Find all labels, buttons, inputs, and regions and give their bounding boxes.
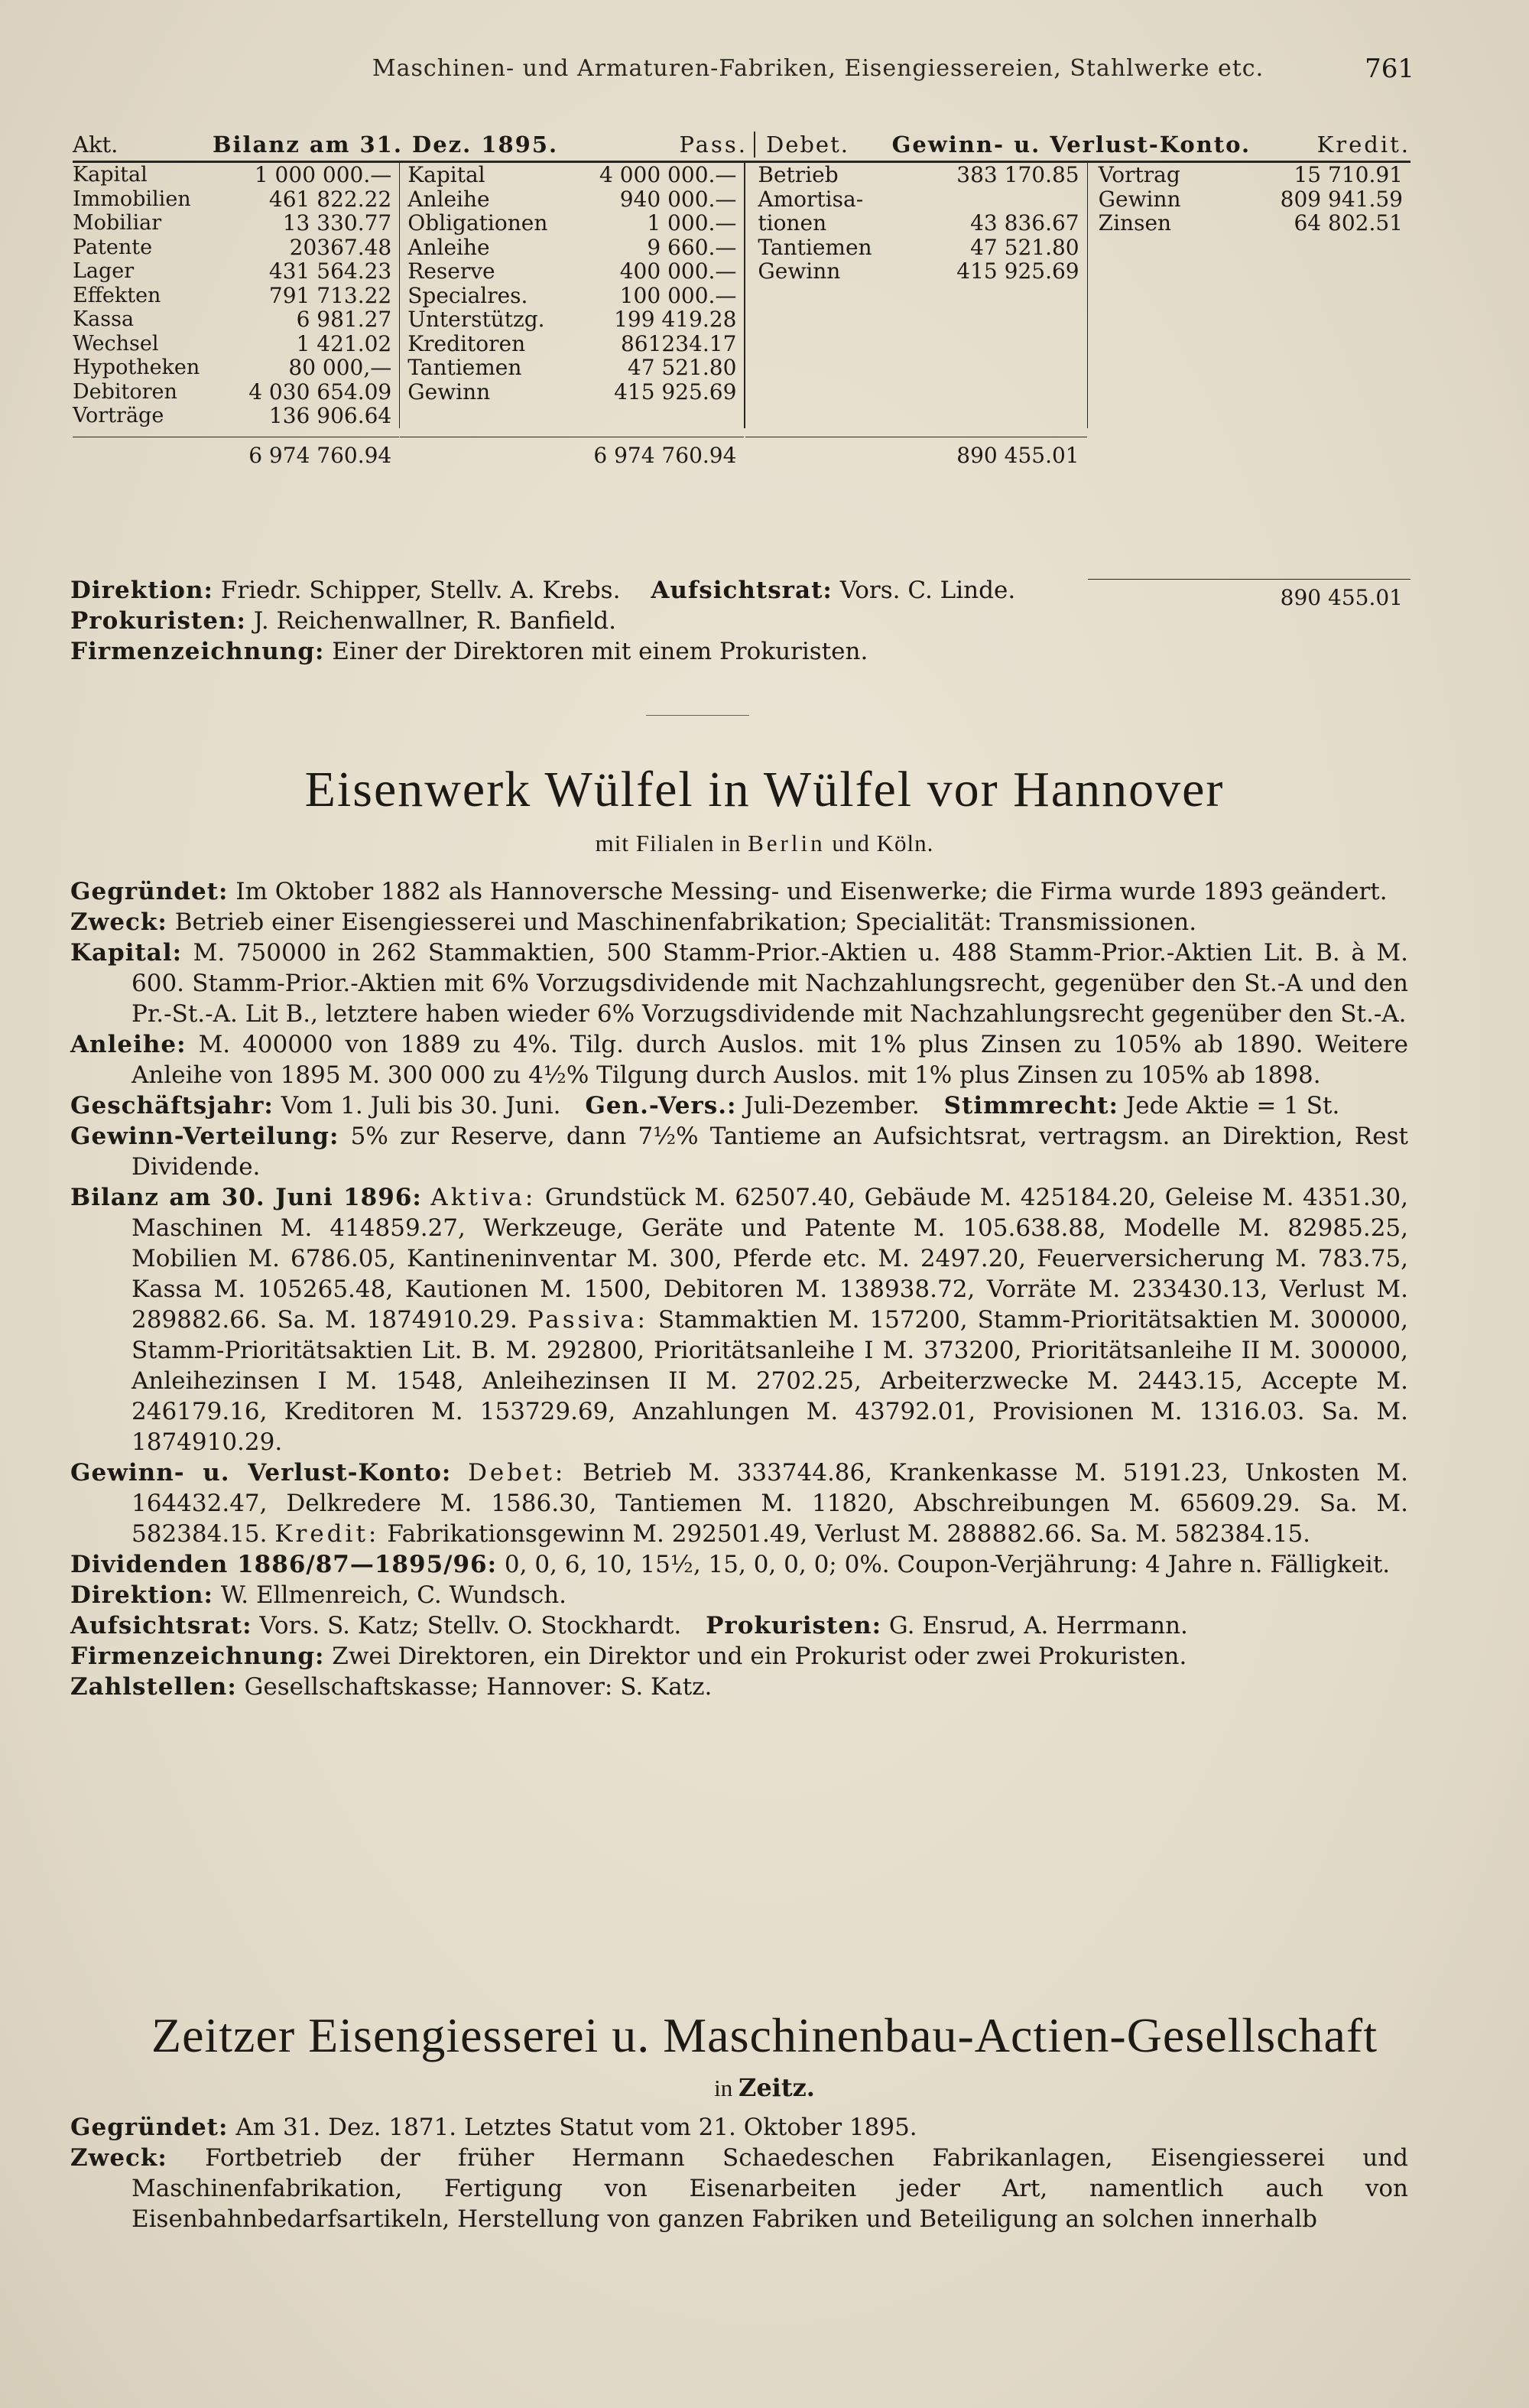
kredit-marker: Kredit.: [1316, 132, 1411, 158]
row-label: Mobiliar: [73, 211, 162, 235]
row-value: 43 836.67: [970, 210, 1079, 236]
row-value: [1079, 187, 1087, 212]
table-row: [73, 307, 399, 332]
subtitle-and: und: [832, 830, 870, 856]
row-label: Tantiemen: [758, 234, 872, 260]
debet-total: 890 455.01: [745, 437, 1086, 468]
bilanz-passiva-word: Passiva:: [527, 1306, 648, 1334]
row-value: 4 000 000.—: [599, 162, 737, 187]
subtitle-city-berlin: Berlin: [748, 830, 826, 856]
balance-title: Bilanz am 31. Dez. 1895.: [212, 132, 559, 158]
passiva-marker: Pass.: [629, 132, 755, 158]
guv-debet-word: Debet:: [468, 1459, 566, 1487]
row-label: Kapital: [73, 163, 148, 187]
row-value: 15 710.91: [1294, 162, 1403, 187]
first-company-footer: [70, 575, 1408, 667]
row-value: 415 925.69: [956, 258, 1079, 284]
company2-details: [70, 2112, 1408, 2234]
prokuristen-label: Prokuristen:: [70, 607, 246, 635]
bilanz-aktiva-text: Grundstück M. 62507.40, Gebäude M. 425184.20, Geleise M. 4351.30, Maschinen M. 414859.27, Werkzeuge, Geräte und Patente M. 105.638.88, Modelle M. 82985.25, Mobilien M. 6786.05, Kantineninventar M. 300, Pferde etc. M. 2497.20, Feuerversicherung M. 783.75, Kassa M. 105265.48, Kautionen M. 1500, Debitoren M. 138938.72, Vorräte M. 233430.13, Verlust M. 289882.66. Sa. M. 1874910.29.: [131, 1184, 1408, 1334]
row-value: 80 000,—: [288, 355, 392, 380]
row-label: Reserve: [407, 258, 495, 284]
section-divider: [646, 715, 749, 716]
row-label: Specialres.: [407, 282, 528, 308]
entry-text: M. 750000 in 262 Stammaktien, 500 Stamm-Prior.-Aktien u. 488 Stamm-Prior.-Aktien Lit. B. à M. 600. Stamm-Prior.-Aktien mit 6% Vorzugsdividende mit Nachzahlungsrecht, gegenüber den St.-A und den Pr.-St.-A. Lit B., letztere haben wieder 6% Vorzugsdividende mit Nachzahlungsrecht gegenüber den St.-A.: [131, 939, 1408, 1028]
running-title: Maschinen- und Armaturen-Fabriken, Eisengiessereien, Stahlwerke etc.: [372, 55, 1264, 82]
passiva-total: 6 974 760.94: [400, 437, 744, 468]
direktion-line: [70, 575, 1408, 606]
row-label: Gewinn: [1098, 186, 1181, 212]
prokuristen-text: J. Reichenwallner, R. Banfield.: [253, 607, 616, 635]
firmenzeichnung-text: Einer der Direktoren mit einem Prokuristen.: [332, 638, 868, 665]
table-row: [73, 163, 399, 187]
aufsichtsrat-label: Aufsichtsrat:: [70, 1612, 252, 1639]
table-row: [73, 356, 399, 380]
firmenzeichnung-text: Zwei Direktoren, ein Direktor und ein Prokurist oder zwei Prokuristen.: [332, 1643, 1187, 1670]
gewinnverteilung-text: 5% zur Reserve, dann 7½% Tantieme an Aufsichtsrat, vertragsm. an Direktion, Rest Dividende.: [131, 1123, 1408, 1181]
row-value: 809 941.59: [1280, 186, 1403, 212]
row-value: 1 000.—: [647, 210, 737, 236]
row-label: Immobilien: [73, 187, 191, 211]
company-title: Eisenwerk Wülfel in Wülfel vor Hannover: [304, 762, 1225, 817]
table-row: [1099, 163, 1411, 187]
row-label: tionen: [758, 210, 827, 236]
bilanz-passiva-text: Stammaktien M. 157200, Stamm-Prioritätsaktien M. 300000, Stamm-Prioritätsaktien Lit. B. M. 292800, Prioritätsanleihe I M. 373200, Prioritätsanleihe II M. 300000, Anleihezinsen I M. 1548, Anleihezinsen II M. 2702.25, Arbeiterzwecke M. 2443.15, Accepte M. 246179.16, Kreditoren M. 153729.69, Anzahlungen M. 43792.01, Provisionen M. 1316.03. Sa. M. 1874910.29.: [131, 1306, 1408, 1456]
entry-zweck: [70, 907, 1408, 938]
guv-debet-text: Betrieb M. 333744.86, Krankenkasse M. 5191.23, Unkosten M. 164432.47, Delkredere M. 1586.30, Tantiemen M. 11820, Abschreibungen M. 65609.29. Sa. M. 582384.15.: [131, 1459, 1409, 1548]
dividenden-label: Dividenden 1886/87—1895/96:: [70, 1551, 498, 1578]
row-value: 100 000.—: [619, 282, 737, 308]
row-label: Unterstützg.: [407, 307, 545, 332]
entry-gewinnverteilung: [70, 1121, 1408, 1182]
company2-title: Zeitzer Eisengiesserei u. Maschinenbau-Actien-Gesellschaft: [151, 2008, 1378, 2062]
row-value: 400 000.—: [619, 258, 737, 284]
genvers-label: Gen.-Vers.:: [585, 1092, 737, 1120]
table-row: [73, 211, 399, 236]
direktion-label: Direktion:: [70, 577, 213, 604]
row-value: 47 521.80: [627, 355, 737, 380]
entry-aufsichtsrat: [70, 1610, 1408, 1641]
entry-text: Betrieb einer Eisengiesserei und Maschinenfabrikation; Specialität: Transmissionen.: [174, 908, 1197, 936]
table-row: [73, 284, 399, 308]
guv-kredit-word: Kredit:: [274, 1520, 380, 1548]
row-value: 6 981.27: [296, 307, 392, 332]
prokuristen-label: Prokuristen:: [706, 1612, 882, 1639]
table-row: [1099, 187, 1411, 212]
row-label: Gewinn: [758, 258, 841, 284]
entry-anleihe: [70, 1029, 1408, 1090]
row-label: Betrieb: [758, 162, 839, 187]
entry-label: Anleihe:: [70, 1031, 187, 1058]
table-row: [407, 187, 744, 212]
debet-column: [745, 162, 1087, 468]
aufsichtsrat-label: Aufsichtsrat:: [651, 577, 833, 604]
geschaeftsjahr-label: Geschäftsjahr:: [70, 1092, 274, 1120]
row-label: Kassa: [73, 307, 135, 331]
aktiva-column: [73, 162, 400, 468]
direktion-label: Direktion:: [70, 1581, 213, 1609]
table-row: [407, 236, 744, 260]
row-label: Hypotheken: [73, 356, 200, 379]
company1-details: [70, 876, 1408, 1702]
row-label: Tantiemen: [407, 355, 522, 380]
row-value: 940 000.—: [619, 186, 737, 212]
table-row: [407, 332, 744, 356]
bilanz-aktiva-word: Aktiva:: [430, 1184, 537, 1211]
entry-text: M. 400000 von 1889 zu 4%. Tilg. durch Auslos. mit 1% plus Zinsen zu 105% ab 1890. Weitere Anleihe von 1895 M. 300 000 zu 4½% Tilgung durch Auslos. mit 1% plus Zinsen zu 105% ab 1898.: [131, 1031, 1409, 1089]
row-value: 4 030 654.09: [248, 379, 392, 405]
prokuristen-line: [70, 606, 1408, 636]
row-value: 13 330.77: [282, 210, 392, 236]
entry-label: Kapital:: [70, 939, 183, 967]
zweck-text: Fortbetrieb der früher Hermann Schaedeschen Fabrikanlagen, Eisengiesserei und Maschinenfabrikation, Fertigung von Eisenarbeiten jeder Art, namentlich auch von Eisenbahnbedarfsartikeln, Herstellung von ganzen Fabriken und Beteiligung an solchen innerhalb: [131, 2144, 1408, 2233]
row-value: 9 660.—: [647, 234, 737, 260]
firmenzeichnung-label: Firmenzeichnung:: [70, 638, 325, 665]
table-row: [73, 380, 399, 405]
table-row: [73, 332, 399, 356]
row-value: 415 925.69: [614, 379, 737, 405]
table-row: [407, 163, 744, 187]
row-label: Amortisa-: [758, 186, 864, 212]
table-row: [758, 187, 1086, 212]
stimmrecht-label: Stimmrecht:: [943, 1092, 1118, 1120]
row-value: 431 564.23: [268, 258, 392, 284]
row-label: Anleihe: [407, 186, 490, 212]
entry-dividenden: [70, 1549, 1408, 1580]
row-label: Zinsen: [1098, 210, 1172, 236]
entry-gegruendet: [70, 2112, 1408, 2143]
row-value: 1 000 000.—: [254, 162, 392, 187]
table-row: [407, 380, 744, 405]
stimmrecht-text: Jede Aktie = 1 St.: [1125, 1092, 1340, 1120]
table-row: [73, 236, 399, 260]
company-subtitle: [0, 830, 1529, 857]
entry-firmenzeichnung: [70, 1641, 1408, 1672]
row-label: Effekten: [73, 283, 161, 307]
table-row: [758, 211, 1086, 236]
row-value: 1 421.02: [296, 330, 392, 356]
row-value: 20367.48: [289, 234, 392, 260]
table-row: [73, 404, 399, 428]
tables-header: [73, 122, 1411, 163]
entry-label: Zweck:: [70, 908, 167, 936]
subtitle-city-koeln: Köln.: [876, 830, 934, 856]
aktiva-marker: Akt.: [73, 132, 118, 158]
row-value: 861234.17: [620, 330, 737, 356]
subtitle-prefix: mit Filialen in: [595, 830, 742, 856]
row-value: 136 906.64: [268, 403, 392, 428]
entry-text: Im Oktober 1882 als Hannoversche Messing- und Eisenwerke; die Firma wurde 1893 geändert.: [235, 878, 1388, 905]
aufsichtsrat-text: Vors. C. Linde.: [839, 577, 1016, 604]
geschaeftsjahr-text: Vom 1. Juli bis 30. Juni.: [281, 1092, 561, 1120]
entry-kapital: [70, 938, 1408, 1029]
passiva-column: [400, 162, 745, 468]
direktion-text: W. Ellmenreich, C. Wundsch.: [220, 1581, 567, 1609]
direktion-text: Friedr. Schipper, Stellv. A. Krebs.: [220, 577, 621, 604]
dividenden-text: 0, 0, 6, 10, 15½, 15, 0, 0, 0; 0%. Coupon-Verjährung: 4 Jahre n. Fälligkeit.: [504, 1551, 1391, 1578]
page-number: 761: [1365, 54, 1414, 84]
row-value: 199 419.28: [614, 307, 737, 332]
row-label: Wechsel: [73, 331, 159, 356]
zahlstellen-text: Gesellschaftskasse; Hannover: S. Katz.: [244, 1673, 713, 1701]
table-row: [407, 211, 744, 236]
row-label: Lager: [73, 259, 135, 283]
subtitle-prefix: in: [714, 2075, 733, 2101]
table-row: [407, 284, 744, 308]
table-row: [758, 163, 1086, 187]
company2-subtitle: [0, 2073, 1529, 2102]
zweck-label: Zweck:: [70, 2144, 167, 2172]
gegruendet-label: Gegründet:: [70, 2114, 229, 2141]
entry-geschaeftsjahr: [70, 1090, 1408, 1121]
guv-title: Gewinn- u. Verlust-Konto.: [891, 132, 1251, 158]
row-label: Kreditoren: [407, 330, 526, 356]
entry-guv: [70, 1457, 1408, 1549]
entry-zahlstellen: [70, 1672, 1408, 1702]
row-label: Debitoren: [73, 379, 177, 404]
row-label: Kapital: [407, 162, 485, 187]
table-row: [758, 259, 1086, 284]
prokuristen-text: G. Ensrud, A. Herrmann.: [888, 1612, 1188, 1639]
table-row: [73, 187, 399, 212]
table-row: [407, 259, 744, 284]
row-label: Vorträge: [73, 404, 164, 427]
row-label: Anleihe: [407, 234, 490, 260]
row-label: Gewinn: [407, 379, 491, 405]
entry-direktion: [70, 1580, 1408, 1610]
row-label: Obligationen: [407, 210, 548, 236]
row-value: 461 822.22: [268, 186, 392, 212]
table-row: [1099, 211, 1411, 236]
row-value: 47 521.80: [970, 234, 1079, 260]
aktiva-total: 6 974 760.94: [73, 437, 399, 468]
table-row: [758, 236, 1086, 260]
guv-label: Gewinn- u. Verlust-Konto:: [70, 1459, 452, 1487]
genvers-text: Juli-Dezember.: [744, 1092, 920, 1120]
row-value: 383 170.85: [956, 162, 1079, 187]
zahlstellen-label: Zahlstellen:: [70, 1673, 237, 1701]
aufsichtsrat-text: Vors. S. Katz; Stellv. O. Stockhardt.: [259, 1612, 682, 1639]
row-value: 791 713.22: [268, 282, 392, 308]
entry-label: Gegründet:: [70, 878, 229, 905]
debet-marker: Debet.: [765, 132, 849, 158]
kredit-total: 890 455.01: [1088, 579, 1411, 610]
table-row: [73, 259, 399, 284]
firmenzeichnung-line: [70, 636, 1408, 667]
subtitle-city: Zeitz.: [738, 2073, 815, 2102]
table-row: [407, 356, 744, 380]
gewinnverteilung-label: Gewinn-Verteilung:: [70, 1123, 339, 1150]
row-label: Vortrag: [1098, 162, 1180, 187]
entry-zweck: [70, 2143, 1408, 2234]
entry-gegruendet: [70, 876, 1408, 907]
entry-bilanz: [70, 1182, 1408, 1457]
gegruendet-text: Am 31. Dez. 1871. Letztes Statut vom 21. Oktober 1895.: [235, 2114, 917, 2141]
row-label: Patente: [73, 235, 153, 259]
firmenzeichnung-label: Firmenzeichnung:: [70, 1643, 325, 1670]
bilanz-label: Bilanz am 30. Juni 1896:: [70, 1184, 422, 1211]
table-row: [407, 307, 744, 332]
guv-kredit-text: Fabrikationsgewinn M. 292501.49, Verlust M. 288882.66. Sa. M. 582384.15.: [387, 1520, 1311, 1548]
kredit-column: [1088, 162, 1411, 610]
row-value: 64 802.51: [1294, 210, 1403, 236]
